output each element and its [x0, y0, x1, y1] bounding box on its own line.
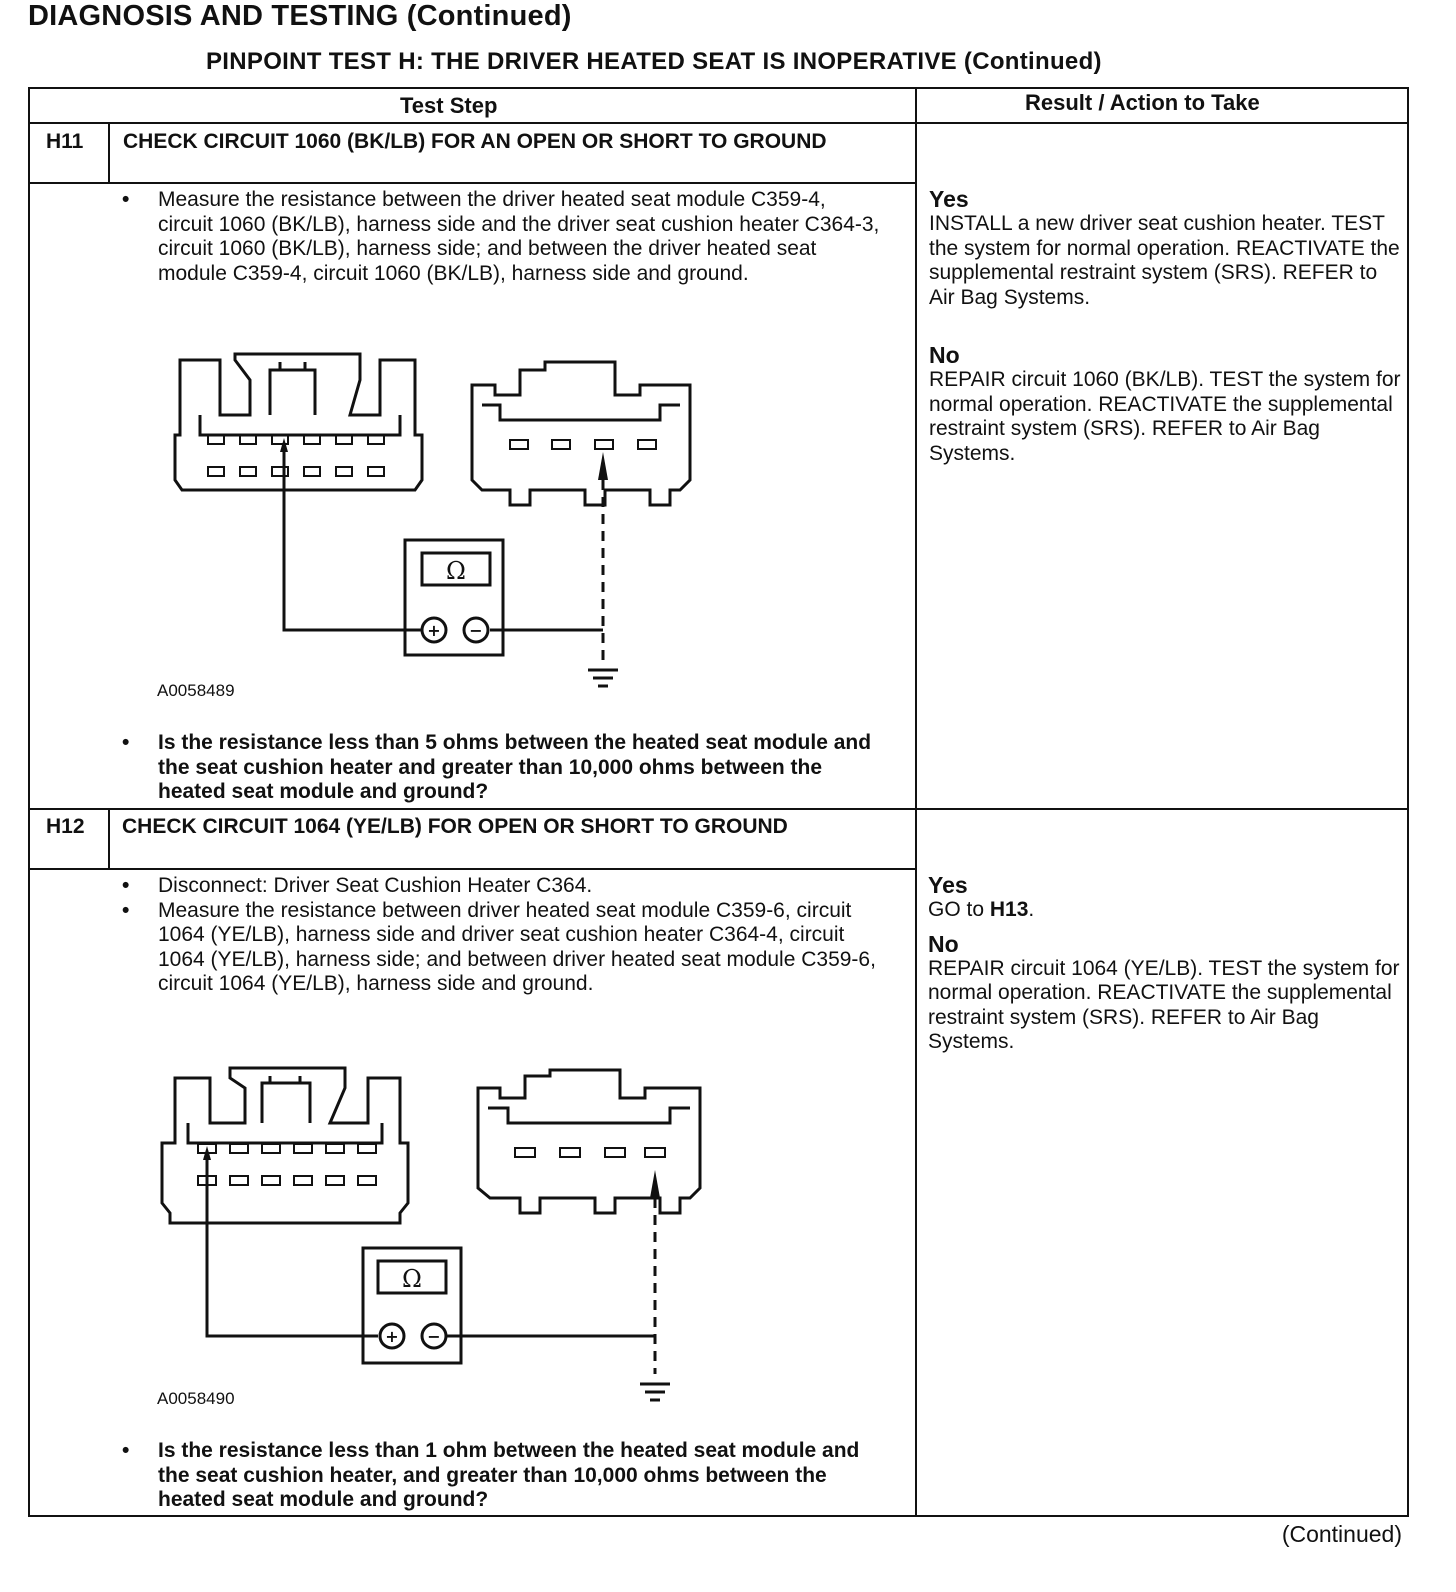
h11-heater-pin: [595, 440, 613, 449]
header-result-action: Result / Action to Take: [1025, 90, 1260, 115]
h11-question-list: [122, 731, 892, 805]
h11-no-action: REPAIR circuit 1060 (BK/LB). TEST the system for normal operation. REACTIVATE the supplemental restraint system (SRS). REFER to Air Bag Systems.: [929, 368, 1401, 465]
h12-no-label: No: [928, 930, 959, 957]
h12-pin: [262, 1144, 280, 1153]
h12-title-divider: [28, 868, 916, 870]
h11-yes-action: INSTALL a new driver seat cushion heater. TEST the system for normal operation. REACTIVATE the supplemental restraint system (SRS). REFER to Air Bag Systems.: [929, 212, 1400, 309]
h12-pin: [230, 1144, 248, 1153]
h12-left-connector-inner: [188, 1123, 382, 1143]
h11-question: • Is the resistance less than 5 ohms between the heated seat module and the seat cushion heater and greater than 10,000 ohms between the heated seat module and ground?: [122, 731, 892, 805]
h12-yes-label: Yes: [928, 872, 968, 898]
h11-pin: [336, 467, 352, 476]
h12-pin: [294, 1144, 312, 1153]
h11-pin: [368, 467, 384, 476]
header-test-step: Test Step: [400, 93, 498, 118]
h12-no-action: REPAIR circuit 1064 (YE/LB). TEST the system for normal operation. REACTIVATE the supplemental restraint system (SRS). REFER to Air Bag Systems.: [928, 956, 1400, 1053]
h12-probe-tip-right: [650, 1170, 660, 1198]
h11-title-divider: [28, 182, 916, 184]
h11-left-connector-latch: [270, 362, 315, 415]
step-id-h12: H12: [46, 815, 85, 838]
h11-pin: [240, 467, 256, 476]
h11-probe-tip-right: [598, 452, 608, 480]
header-divider: [28, 122, 1409, 124]
h11-minus-symbol: −: [469, 621, 483, 640]
h12-question: • Is the resistance less than 1 ohm between the heated seat module and the seat cushion heater, and greater than 10,000 ohms between the heated seat module and ground?: [122, 1439, 892, 1513]
h11-lead-positive: [284, 452, 422, 630]
h11-heater-pin: [510, 440, 528, 449]
h12-instructions: [122, 874, 882, 997]
h12-yes-action-target: H13: [989, 898, 1029, 921]
h11-no-label: No: [929, 342, 960, 368]
h11-connector-diagram: [160, 340, 720, 700]
h11-instructions: [122, 188, 882, 286]
h12-pin: [326, 1176, 344, 1185]
h12-pin: [230, 1176, 248, 1185]
h11-right-connector-body: [472, 362, 690, 505]
h11-pin: [304, 467, 320, 476]
h12-lead-positive: [207, 1160, 378, 1336]
h12-heater-pin: [605, 1148, 625, 1157]
pinpoint-test-title: PINPOINT TEST H: THE DRIVER HEATED SEAT IS INOPERATIVE (Continued): [206, 48, 1102, 75]
continued-footer: (Continued): [1281, 1521, 1402, 1547]
h12-heater-pin: [515, 1148, 535, 1157]
h11-result: [929, 186, 1404, 466]
step-id-h11: H11: [46, 130, 84, 153]
ground-icon: [588, 670, 618, 686]
ground-icon: [640, 1384, 670, 1400]
h11-pin: [272, 467, 288, 476]
h12-yes-action-prefix: GO to: [928, 898, 990, 921]
h12-heater-pin: [560, 1148, 580, 1157]
h12-minus-symbol: −: [427, 1327, 441, 1346]
h12-plus-symbol: +: [385, 1327, 399, 1346]
h12-heater-pin: [645, 1148, 665, 1157]
h11-plus-symbol: +: [427, 621, 441, 640]
h12-id-divider: [108, 808, 110, 870]
h11-left-connector-inner: [200, 415, 400, 435]
h12-right-connector-body: [478, 1070, 700, 1213]
h12-connector-diagram: [150, 1058, 720, 1408]
h12-pin: [358, 1144, 376, 1153]
h11-heater-pin: [552, 440, 570, 449]
h11-figure-id: A0058489: [157, 681, 235, 700]
h12-yes-action: [928, 898, 1403, 923]
h12-instruction-measure: • Measure the resistance between driver heated seat module C359-6, circuit 1064 (YE/LB), harness side and driver seat cushion heater C364-4, circuit 1064 (YE/LB), harness side; and between driver heated seat module C359-6, circuit 1064 (YE/LB), harness side and ground.: [122, 899, 882, 997]
h12-left-connector-latch: [262, 1076, 310, 1123]
h12-instruction-disconnect: • Disconnect: Driver Seat Cushion Heater C364.: [122, 874, 882, 899]
column-divider: [915, 87, 917, 1517]
h11-right-connector-inner: [482, 405, 680, 420]
h12-pin: [262, 1176, 280, 1185]
step-title-h12: CHECK CIRCUIT 1064 (YE/LB) FOR OPEN OR SHORT TO GROUND: [122, 815, 788, 838]
h11-instruction-measure: • Measure the resistance between the driver heated seat module C359-4, circuit 1060 (BK/LB), harness side and the driver seat cushion heater C364-3, circuit 1060 (BK/LB), harness side; and between the driver heated seat module C359-4, circuit 1060 (BK/LB), harness side and ground.: [122, 188, 882, 286]
h11-pin: [208, 467, 224, 476]
h12-pin: [326, 1144, 344, 1153]
h12-pin: [358, 1176, 376, 1185]
page-title: DIAGNOSIS AND TESTING (Continued): [28, 0, 572, 32]
h11-h12-divider: [28, 808, 1409, 810]
h11-ohm-symbol: Ω: [446, 557, 466, 585]
h12-ohm-symbol: Ω: [402, 1265, 422, 1293]
h12-yes-action-suffix: .: [1028, 898, 1035, 921]
h12-right-connector-inner: [488, 1108, 690, 1123]
h11-id-divider: [108, 122, 110, 184]
step-title-h11: CHECK CIRCUIT 1060 (BK/LB) FOR AN OPEN OR SHORT TO GROUND: [123, 130, 827, 153]
h12-result: [928, 872, 1403, 1055]
h11-yes-label: Yes: [929, 186, 969, 212]
h12-figure-id: A0058490: [157, 1389, 235, 1408]
h12-question-list: [122, 1439, 892, 1513]
h12-pin: [294, 1176, 312, 1185]
h11-heater-pin: [638, 440, 656, 449]
